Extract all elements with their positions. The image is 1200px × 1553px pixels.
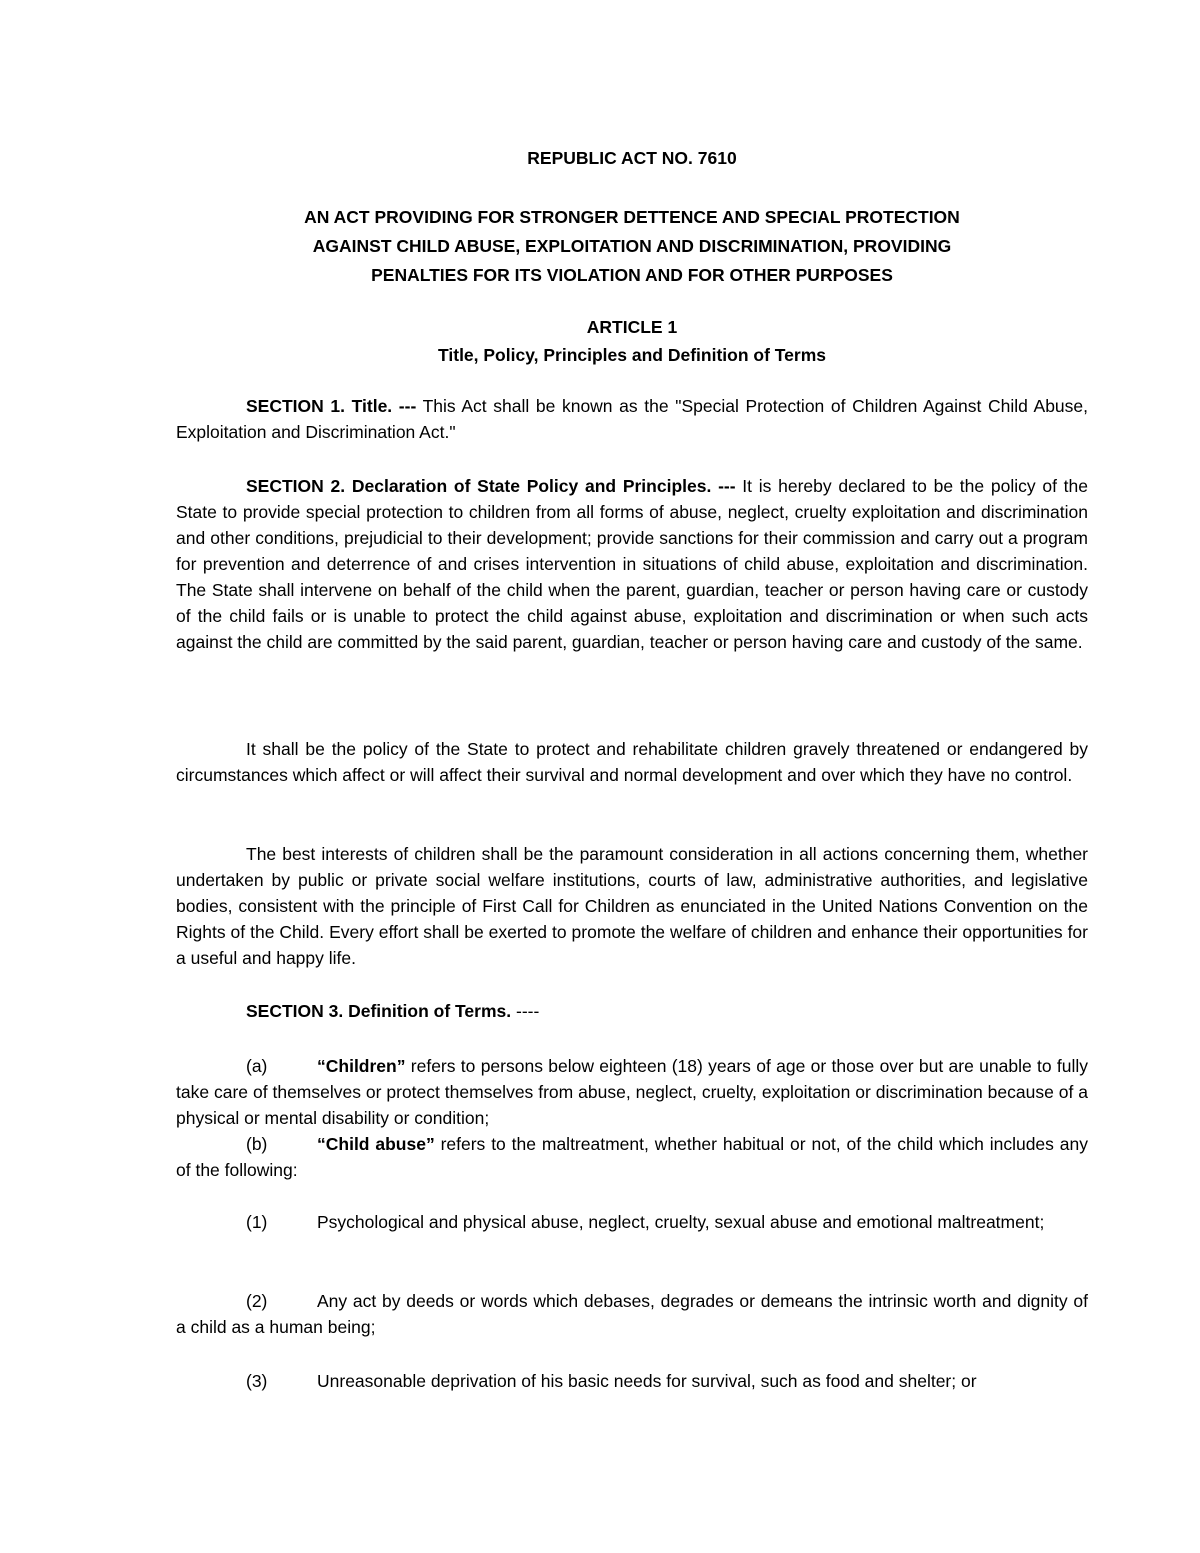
act-title-line-1: AN ACT PROVIDING FOR STRONGER DETTENCE AND SPECIAL PROTECTION [304, 207, 960, 227]
section-1-text: This Act shall be known as the "Special Protection of Children Against Child Abuse, Exploitation and Discrimination Act." [176, 396, 1089, 442]
definition-b-term: “Child abuse” [317, 1134, 435, 1154]
section-3-dashes: ---- [511, 1001, 540, 1021]
article-heading [176, 313, 1088, 369]
definition-b [176, 1131, 1088, 1183]
section-2-paragraph-3: The best interests of children shall be the paramount consideration in all actions concerning them, whether undertaken by public or private social welfare institutions, courts of law, administrative authorities, and legislative bodies, consistent with the principle of First Call for Children as enunciated in the United Nations Convention on the Rights of the Child. Every effort shall be exerted to promote the welfare of children and enhance their opportunities for a useful and happy life. [176, 844, 1088, 968]
definition-a [176, 1053, 1088, 1131]
act-title-line-3: PENALTIES FOR ITS VIOLATION AND FOR OTHER PURPOSES [371, 265, 893, 285]
definition-a-term: “Children” [317, 1056, 406, 1076]
list-item-2 [176, 1288, 1088, 1340]
list-item-1-marker: (1) [246, 1212, 268, 1232]
list-item-2-text: Any act by deeds or words which debases, degrades or demeans the intrinsic worth and dignity of a child as a human being; [176, 1291, 1088, 1337]
section-1-heading: SECTION 1. Title. --- [246, 396, 417, 416]
definition-b-marker: (b) [246, 1134, 268, 1154]
act-title-line-2: AGAINST CHILD ABUSE, EXPLOITATION AND DISCRIMINATION, PROVIDING [312, 236, 952, 256]
section-2 [176, 473, 1088, 655]
list-item-3 [176, 1368, 1088, 1394]
section-1 [176, 393, 1088, 445]
definition-a-marker: (a) [246, 1056, 268, 1076]
list-item-1-text: Psychological and physical abuse, neglect, cruelty, sexual abuse and emotional maltreatment; [317, 1212, 1045, 1232]
section-2-paragraph-2: It shall be the policy of the State to protect and rehabilitate children gravely threatened or endangered by circumstances which affect or will affect their survival and normal development and over which they have no control. [176, 739, 1088, 785]
article-subtitle: Title, Policy, Principles and Definition of Terms [438, 345, 826, 365]
list-item-2-marker: (2) [246, 1291, 268, 1311]
section-2-heading: SECTION 2. Declaration of State Policy and Principles. --- [246, 476, 736, 496]
act-title [176, 203, 1088, 290]
list-item-3-text: Unreasonable deprivation of his basic needs for survival, such as food and shelter; or [317, 1371, 977, 1391]
list-item-3-marker: (3) [246, 1371, 268, 1391]
definition-b-text: refers to the maltreatment, whether habitual or not, of the child which includes any of the following: [176, 1134, 1088, 1180]
definition-a-text: refers to persons below eighteen (18) years of age or those over but are unable to fully take care of themselves or protect themselves from abuse, neglect, cruelty, exploitation or discrimination because of a physical or mental disability or condition; [176, 1056, 1088, 1128]
list-item-1 [176, 1209, 1088, 1235]
section-2-text: It is hereby declared to be the policy of the State to provide special protection to children from all forms of abuse, neglect, cruelty exploitation and discrimination and other conditions, prejudicial to their development; provide sanctions for their commission and carry out a program for prevention and deterrence of and crises intervention in situations of child abuse, exploitation and discrimination. The State shall intervene on behalf of the child when the parent, guardian, teacher or person having care or custody of the child fails or is unable to protect the child against abuse, exploitation and discrimination or when such acts against the child are committed by the said parent, guardian, teacher or person having care and custody of the same. [176, 476, 1088, 652]
article-label: ARTICLE 1 [586, 317, 678, 337]
section-3 [176, 998, 1088, 1024]
section-3-heading: SECTION 3. Definition of Terms. [246, 1001, 512, 1021]
act-number: REPUBLIC ACT NO. 7610 [527, 148, 737, 168]
